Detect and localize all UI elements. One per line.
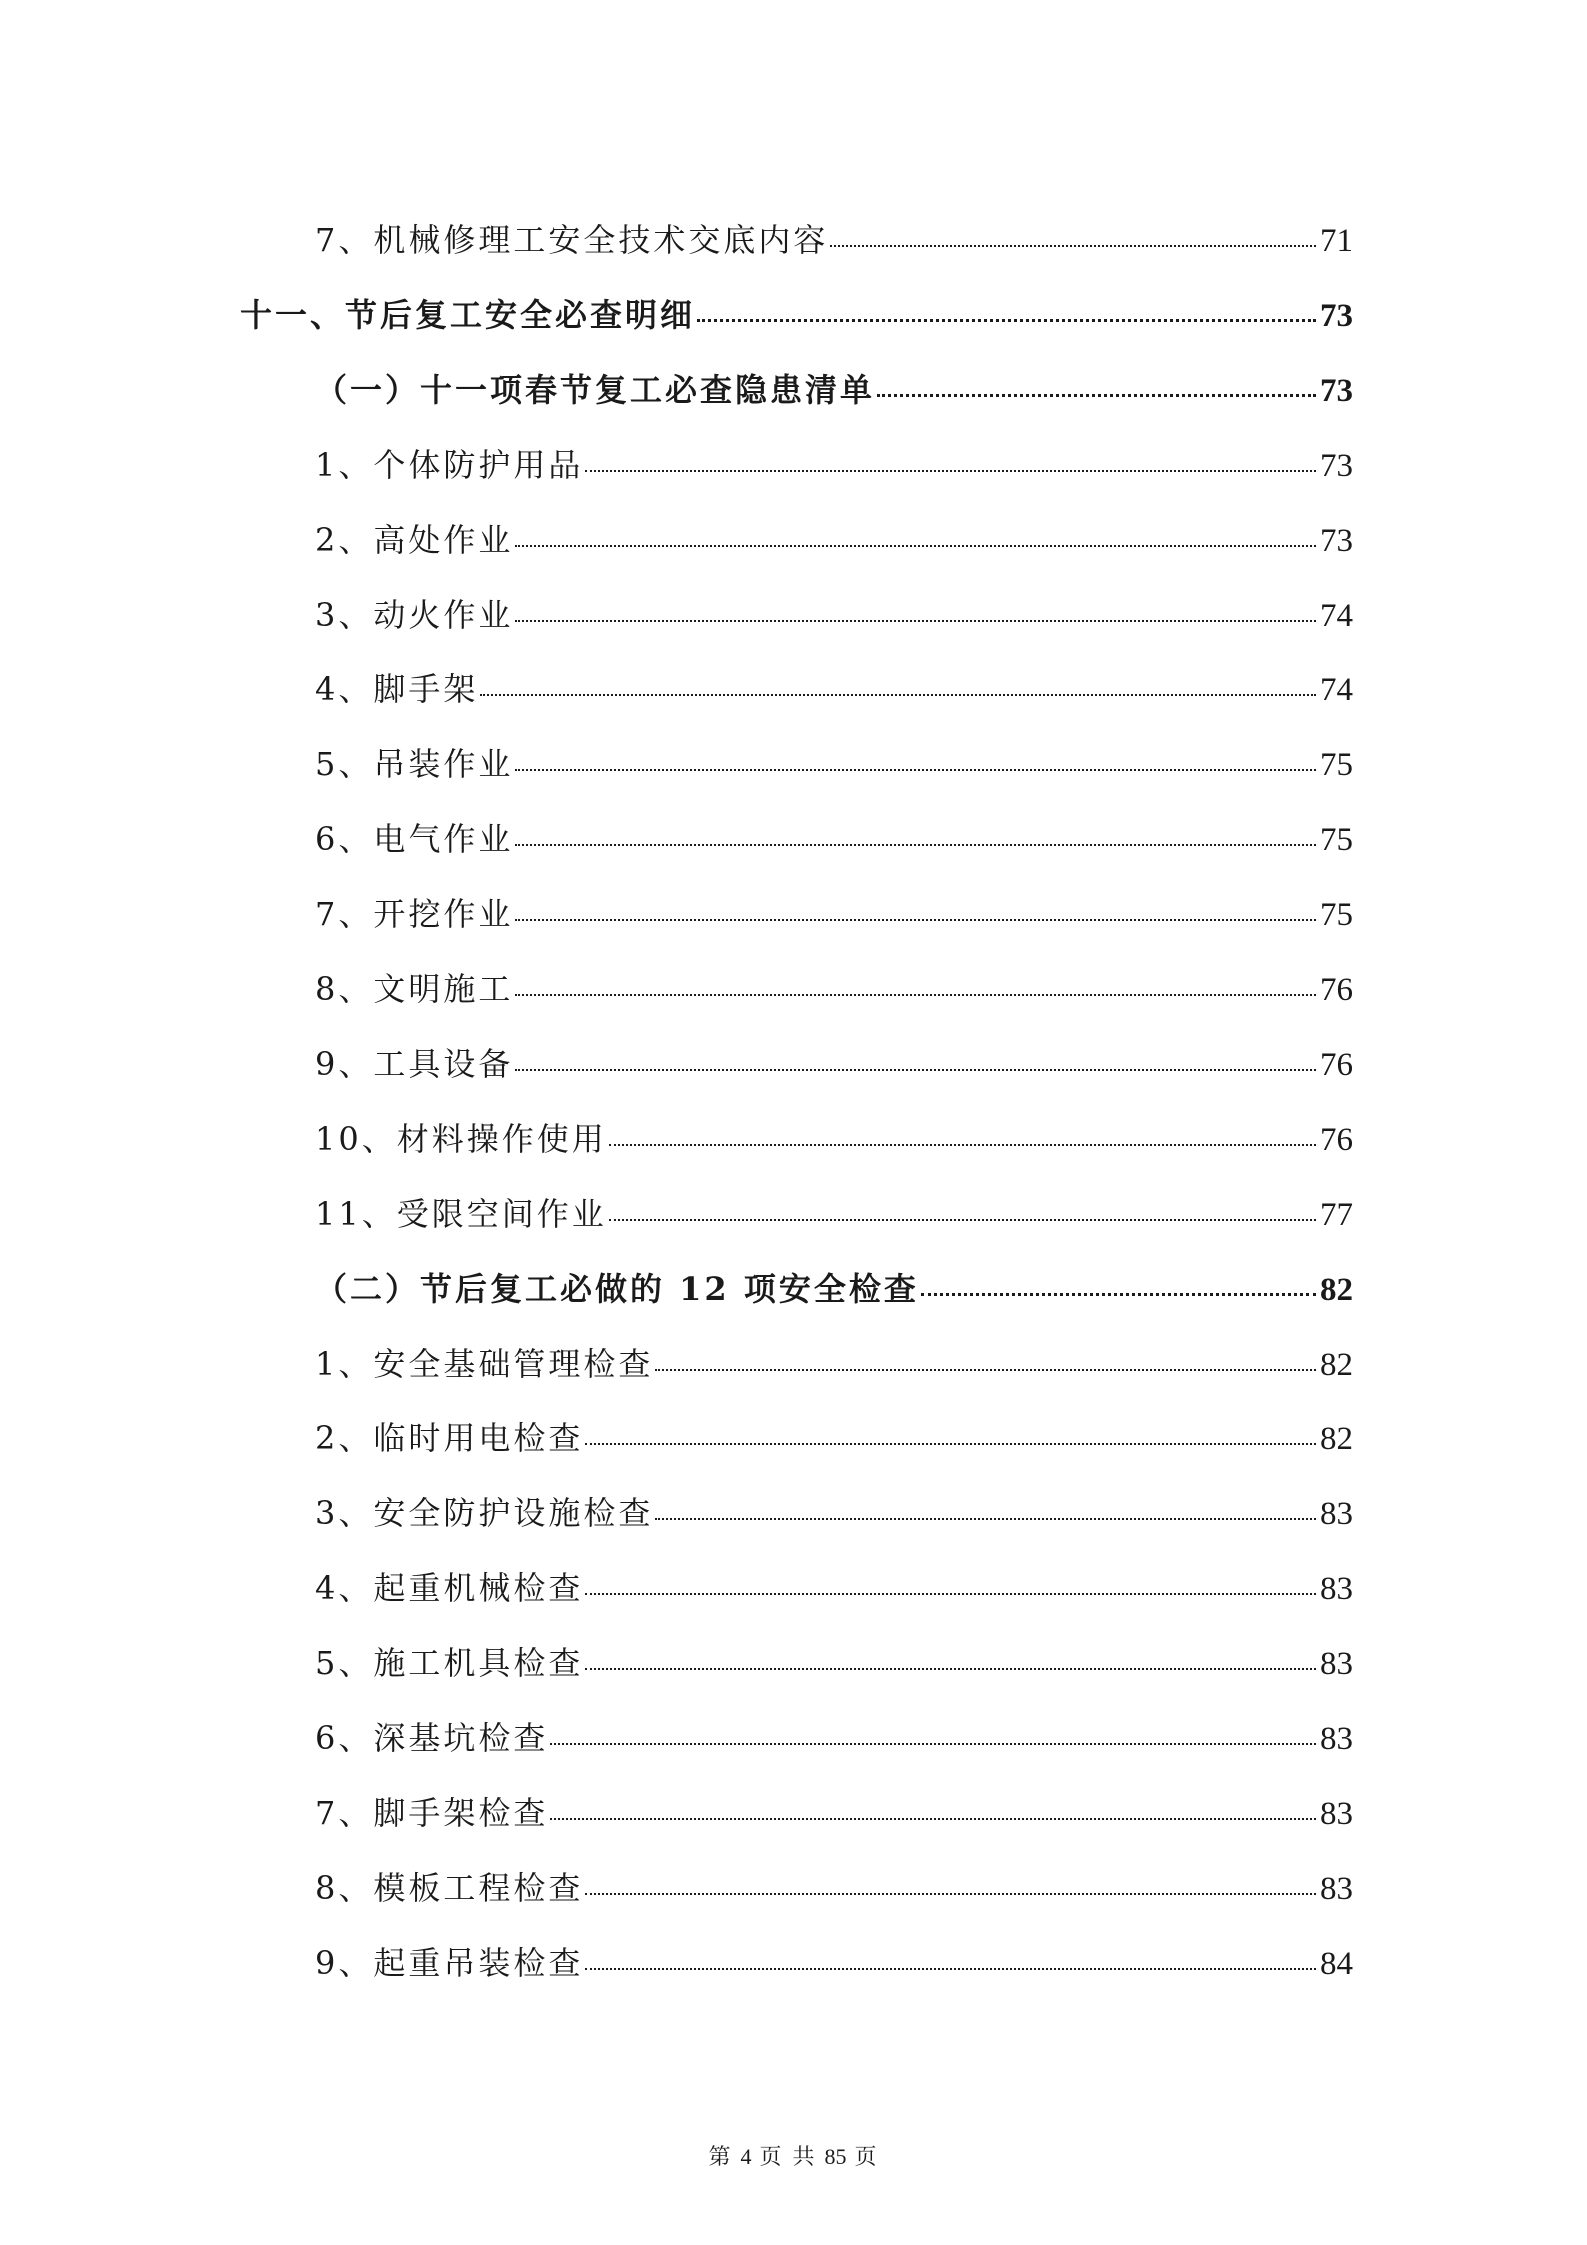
toc-entry[interactable] [315, 889, 1353, 939]
toc-entry-page-number: 77 [1320, 1197, 1353, 1233]
toc-entry-page-number: 83 [1320, 1871, 1353, 1907]
toc-entry[interactable] [315, 1339, 1353, 1389]
toc-entry-title: 5、施工机具检查 [315, 1644, 584, 1682]
toc-entry-title: 3、动火作业 [315, 596, 514, 634]
toc-dot-leader [515, 1069, 1316, 1071]
toc-dot-leader [515, 919, 1316, 921]
toc-dot-leader [609, 1219, 1316, 1221]
toc-entry-title: 5、吊装作业 [315, 745, 514, 783]
toc-dot-leader [585, 1668, 1316, 1670]
toc-entry-page-number: 75 [1320, 897, 1353, 933]
toc-entry-title: 8、模板工程检查 [315, 1869, 584, 1907]
toc-entry-title: 6、电气作业 [315, 820, 514, 858]
toc-entry[interactable] [315, 1264, 1353, 1314]
footer-current-page: 4 [740, 2144, 752, 2169]
toc-dot-leader [585, 1593, 1316, 1595]
toc-entry-page-number: 76 [1320, 1122, 1353, 1158]
toc-entry[interactable] [315, 1488, 1353, 1538]
toc-entry-page-number: 83 [1320, 1796, 1353, 1832]
toc-dot-leader [585, 1893, 1316, 1895]
toc-dot-leader [515, 844, 1316, 846]
toc-entry[interactable] [315, 1713, 1353, 1763]
toc-entry-page-number: 73 [1320, 448, 1353, 484]
toc-entry[interactable] [315, 590, 1353, 640]
toc-dot-leader [515, 769, 1316, 771]
toc-entry-page-number: 74 [1320, 598, 1353, 634]
toc-entry-title: 9、工具设备 [315, 1045, 514, 1083]
toc-entry[interactable] [315, 1114, 1353, 1164]
toc-entry[interactable] [315, 1413, 1353, 1463]
toc-entry-title: 7、机械修理工安全技术交底内容 [315, 221, 829, 259]
toc-entry-title: 8、文明施工 [315, 970, 514, 1008]
toc-dot-leader [921, 1293, 1316, 1296]
toc-entry-title: 3、安全防护设施检查 [315, 1494, 654, 1532]
toc-entry-page-number: 76 [1320, 972, 1353, 1008]
toc-dot-leader [550, 1743, 1316, 1745]
footer-middle: 页 共 [759, 2145, 817, 2170]
toc-entry[interactable] [315, 365, 1353, 415]
page-footer [0, 2140, 1587, 2171]
toc-entry-page-number: 82 [1320, 1421, 1353, 1457]
toc-dot-leader [830, 245, 1316, 247]
toc-entry-page-number: 74 [1320, 672, 1353, 708]
toc-dot-leader [697, 319, 1316, 322]
toc-entry[interactable] [315, 814, 1353, 864]
toc-entry[interactable] [315, 1788, 1353, 1838]
toc-entry[interactable] [240, 290, 1353, 340]
toc-entry-title: 7、开挖作业 [315, 895, 514, 933]
toc-entry-page-number: 76 [1320, 1047, 1353, 1083]
toc-entry-page-number: 83 [1320, 1721, 1353, 1757]
toc-dot-leader [609, 1144, 1316, 1146]
toc-entry[interactable] [315, 1638, 1353, 1688]
toc-dot-leader [585, 1443, 1316, 1445]
toc-entry-page-number: 84 [1320, 1946, 1353, 1982]
toc-dot-leader [515, 620, 1316, 622]
toc-entry[interactable] [315, 1938, 1353, 1988]
toc-entry-page-number: 83 [1320, 1571, 1353, 1607]
toc-entry-page-number: 73 [1320, 373, 1353, 409]
toc-entry[interactable] [315, 664, 1353, 714]
toc-entry-title: 7、脚手架检查 [315, 1794, 549, 1832]
toc-entry-page-number: 83 [1320, 1646, 1353, 1682]
toc-dot-leader [655, 1518, 1316, 1520]
toc-entry-title: 9、起重吊装检查 [315, 1944, 584, 1982]
toc-entry-title: 1、安全基础管理检查 [315, 1345, 654, 1383]
toc-entry-title: 6、深基坑检查 [315, 1719, 549, 1757]
toc-dot-leader [877, 394, 1316, 397]
toc-entry-title: 4、脚手架 [315, 670, 479, 708]
toc-dot-leader [550, 1818, 1316, 1820]
toc-entry[interactable] [315, 739, 1353, 789]
toc-entry-page-number: 73 [1320, 298, 1353, 334]
toc-dot-leader [515, 545, 1316, 547]
toc-entry[interactable] [315, 1563, 1353, 1613]
toc-entry-title: 2、临时用电检查 [315, 1419, 584, 1457]
footer-suffix: 页 [854, 2145, 879, 2170]
toc-entry-title: 11、受限空间作业 [315, 1195, 607, 1233]
toc-entry-page-number: 82 [1320, 1347, 1353, 1383]
toc-entry[interactable] [315, 1039, 1353, 1089]
toc-entry[interactable] [315, 1863, 1353, 1913]
toc-entry-title: 10、材料操作使用 [315, 1120, 607, 1158]
toc-entry-title: （二）节后复工必做的 12 项安全检查 [315, 1270, 919, 1308]
toc-entry[interactable] [315, 215, 1353, 265]
toc-dot-leader [480, 694, 1316, 696]
toc-entry-title: （一）十一项春节复工必查隐患清单 [315, 371, 876, 409]
toc-entry-title: 十一、节后复工安全必查明细 [240, 296, 696, 334]
toc-entry-page-number: 82 [1320, 1272, 1353, 1308]
toc-entry-page-number: 83 [1320, 1496, 1353, 1532]
toc-dot-leader [515, 994, 1316, 996]
toc-entry-page-number: 75 [1320, 747, 1353, 783]
toc-entry-page-number: 75 [1320, 822, 1353, 858]
toc-dot-leader [585, 470, 1316, 472]
toc-entry[interactable] [315, 964, 1353, 1014]
toc-entry[interactable] [315, 1189, 1353, 1239]
toc-entry-page-number: 71 [1320, 223, 1353, 259]
toc-entry[interactable] [315, 515, 1353, 565]
toc-entry-title: 1、个体防护用品 [315, 446, 584, 484]
toc-dot-leader [655, 1369, 1316, 1371]
toc-entry-title: 4、起重机械检查 [315, 1569, 584, 1607]
toc-entry-title: 2、高处作业 [315, 521, 514, 559]
toc-entry[interactable] [315, 440, 1353, 490]
toc-entry-page-number: 73 [1320, 523, 1353, 559]
footer-total-pages: 85 [824, 2144, 847, 2169]
footer-prefix: 第 [708, 2145, 733, 2170]
toc-dot-leader [585, 1968, 1316, 1970]
